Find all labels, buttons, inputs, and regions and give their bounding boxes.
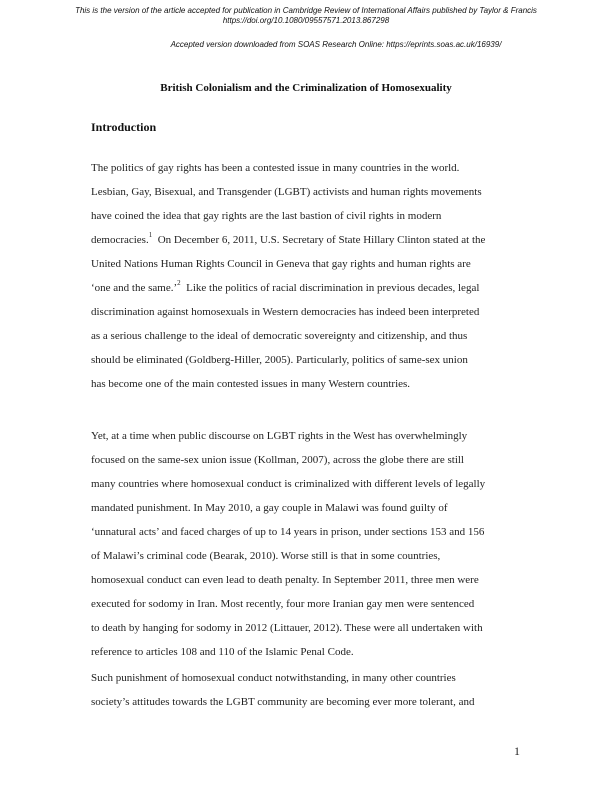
text-segment: On December 6, 2011, U.S. Secretary of State Hillary Clinton stated at the: [157, 234, 486, 246]
text-line: discrimination against homosexuals in Western democracies has indeed been interpreted: [91, 306, 480, 318]
text-line: executed for sodomy in Iran. Most recently, four more Iranian gay men were sentenced: [91, 598, 475, 610]
page-number: 1: [514, 744, 520, 758]
repository-notice[interactable]: Accepted version downloaded from SOAS Research Online: https://eprints.soas.ac.uk/16939/: [170, 40, 502, 49]
text-line: [91, 276, 531, 300]
text-line: as a serious challenge to the ideal of democratic sovereignty and citizenship, and thus: [91, 330, 468, 342]
section-heading: Introduction: [91, 120, 157, 134]
text-line: United Nations Human Rights Council in Geneva that gay rights and human rights are: [91, 258, 471, 270]
text-line: have coined the idea that gay rights are the last bastion of civil rights in modern: [91, 210, 442, 222]
paragraph-3: [91, 666, 531, 714]
text-line: Yet, at a time when public discourse on LGBT rights in the West has overwhelmingly: [91, 430, 468, 442]
text-segment: ‘one and the same.’: [91, 282, 178, 294]
doi-link[interactable]: https://doi.org/10.1080/09557571.2013.867298: [222, 16, 390, 25]
text-line: Lesbian, Gay, Bisexual, and Transgender (LGBT) activists and human rights movements: [91, 186, 482, 198]
publication-notice: This is the version of the article accepted for publication in Cambridge Review of International Affairs published by Taylor & Francis: [75, 6, 537, 15]
text-line: Such punishment of homosexual conduct notwithstanding, in many other countries: [91, 672, 456, 684]
text-line: homosexual conduct can even lead to death penalty. In September 2011, three men were: [91, 574, 479, 586]
footnote-marker[interactable]: 1: [148, 231, 153, 240]
text-line: should be eliminated (Goldberg-Hiller, 2005). Particularly, politics of same-sex union: [91, 354, 468, 366]
text-line: ‘unnatural acts’ and faced charges of up to 14 years in prison, under sections 153 and 156: [91, 526, 485, 538]
text-line: focused on the same-sex union issue (Kollman, 2007), across the globe there are still: [91, 454, 464, 466]
text-segment: Like the politics of racial discrimination in previous decades, legal: [186, 282, 480, 294]
article-title: British Colonialism and the Criminalization of Homosexuality: [160, 82, 452, 94]
text-line: has become one of the main contested issues in many Western countries.: [91, 378, 411, 390]
text-line: of Malawi’s criminal code (Bearak, 2010). Worse still is that in some countries,: [91, 550, 441, 562]
text-line: to death by hanging for sodomy in 2012 (Littauer, 2012). These were all undertaken with: [91, 622, 483, 634]
text-line: [91, 228, 531, 252]
paragraph-1: [91, 156, 531, 396]
text-line: The politics of gay rights has been a contested issue in many countries in the world.: [91, 162, 460, 174]
footnote-marker[interactable]: 2: [177, 279, 181, 288]
paragraph-2: [91, 424, 531, 664]
text-line: reference to articles 108 and 110 of the Islamic Penal Code.: [91, 646, 354, 658]
text-segment: democracies.: [91, 234, 149, 246]
text-line: mandated punishment. In May 2010, a gay couple in Malawi was found guilty of: [91, 502, 448, 514]
text-line: many countries where homosexual conduct is criminalized with different levels of legally: [91, 478, 486, 490]
text-line: society’s attitudes towards the LGBT community are becoming ever more tolerant, and: [91, 696, 475, 708]
